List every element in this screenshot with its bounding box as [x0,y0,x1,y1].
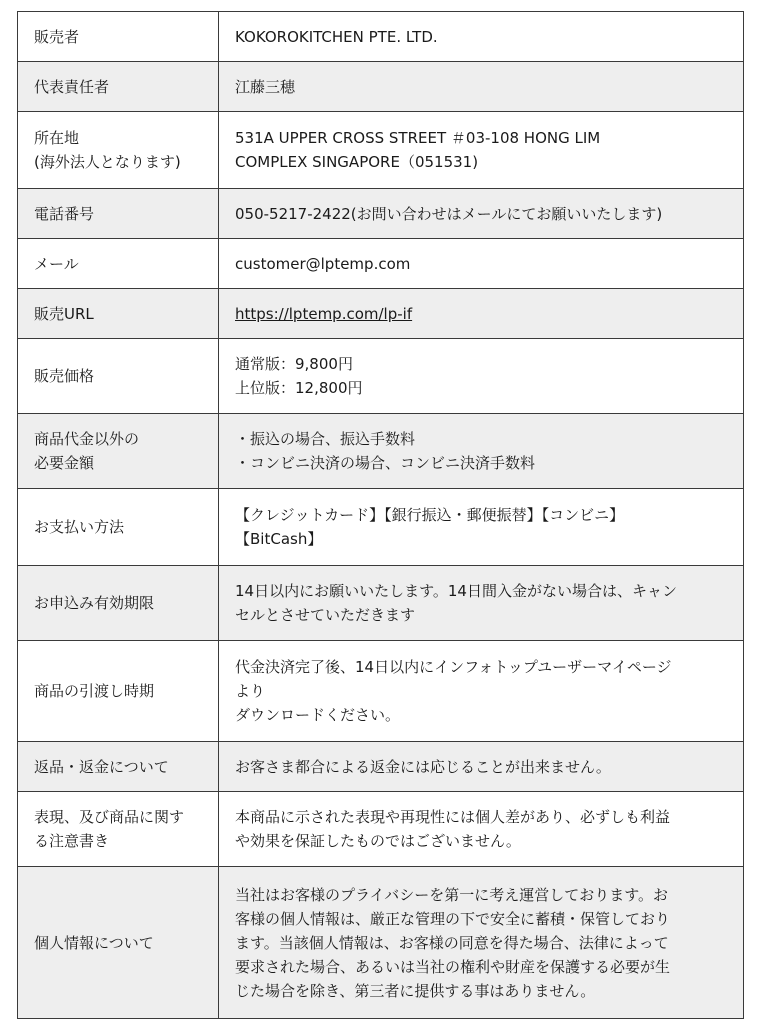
table-row-additional-fees [18,414,744,489]
row-value: 531A UPPER CROSS STREET ＃03-108 HONG LIM COMPLEX SINGAPORE（051531) [219,112,744,189]
row-label: 電話番号 [18,189,219,239]
table-row-privacy [18,867,744,1019]
row-value: customer@lptemp.com [219,239,744,289]
row-label: 表現、及び商品に関す る注意書き [18,792,219,867]
table-row-price [18,339,744,414]
table-row-representative [18,62,744,112]
row-label: お申込み有効期限 [18,566,219,641]
row-label: メール [18,239,219,289]
row-value: 14日以内にお願いいたします。14日間入金がない場合は、キャン セルとさせていただきます [219,566,744,641]
row-value: 050-5217-2422(お問い合わせはメールにてお願いいたします) [219,189,744,239]
row-value: お客さま都合による返金には応じることが出来ません。 [219,742,744,792]
row-label: 商品の引渡し時期 [18,641,219,742]
table-row-order-deadline [18,566,744,641]
row-label: 個人情報について [18,867,219,1019]
table-row-phone [18,189,744,239]
table-row-sales-url [18,289,744,339]
row-value: 【クレジットカード】【銀行振込・郵便振替】【コンビニ】 【BitCash】 [219,489,744,566]
row-value: 代金決済完了後、14日以内にインフォトップユーザーマイページ より ダウンロードください。 [219,641,744,742]
table-row-seller [18,12,744,62]
row-label: 返品・返金について [18,742,219,792]
sales-url-link[interactable]: https://lptemp.com/lp-if [235,304,413,323]
row-label: 販売URL [18,289,219,339]
row-value: 当社はお客様のプライバシーを第一に考え運営しております。お 客様の個人情報は、厳正な管理の下で安全に蓄積・保管しており ます。当該個人情報は、お客様の同意を得た場合、法律によって 要求された場合、あるいは当社の権利や財産を保護する必要が生 じた場合を除き、第三者に提供する事はありません。 [219,867,744,1019]
table-row-email [18,239,744,289]
row-label: 販売価格 [18,339,219,414]
table-row-disclaimer [18,792,744,867]
row-label: 代表責任者 [18,62,219,112]
row-value: 本商品に示された表現や再現性には個人差があり、必ずしも利益 や効果を保証したものではございません。 [219,792,744,867]
row-value: 通常版：9,800円 上位版：12,800円 [219,339,744,414]
row-value: 江藤三穂 [219,62,744,112]
table-row-address [18,112,744,189]
row-value: ・振込の場合、振込手数料 ・コンビニ決済の場合、コンビニ決済手数料 [219,414,744,489]
row-value [219,289,744,339]
row-value: KOKOROKITCHEN PTE. LTD. [219,12,744,62]
row-label: 所在地 (海外法人となります) [18,112,219,189]
row-label: お支払い方法 [18,489,219,566]
row-label: 販売者 [18,12,219,62]
table-row-refund-policy [18,742,744,792]
table-row-delivery-time [18,641,744,742]
table-row-payment-methods [18,489,744,566]
row-label: 商品代金以外の 必要金額 [18,414,219,489]
legal-info-table [17,11,744,1019]
